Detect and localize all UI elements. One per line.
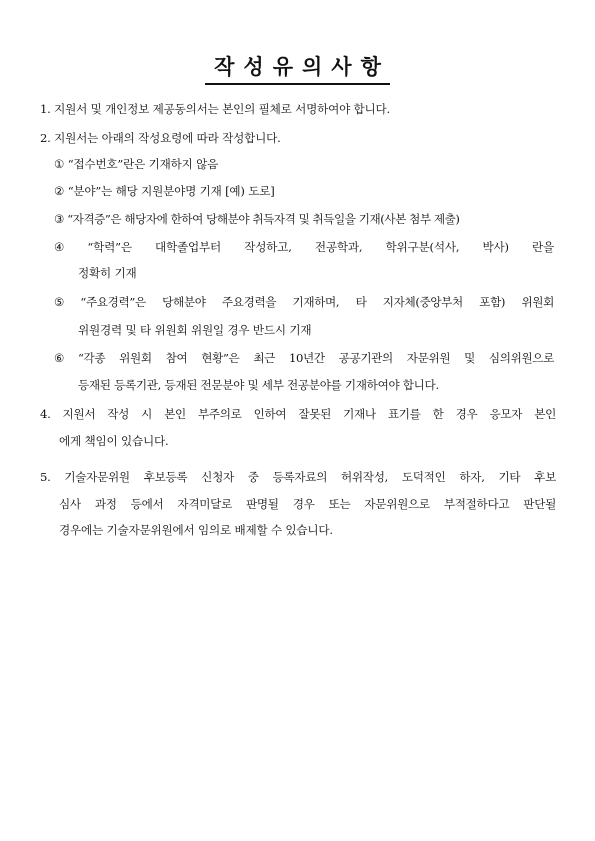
item-text: “접수번호”란은 기재하지 않음 (67, 157, 219, 171)
item-number: 2. (40, 131, 51, 145)
item-number: 1. (40, 102, 51, 116)
document-title: 작성유의사항 (205, 54, 390, 85)
item-number: 4. (40, 407, 51, 421)
sub-item-1 (54, 157, 574, 171)
item-text: 등재된 등록기관, 등재된 전문분야 및 세부 전공분야를 기재하여야 합니다. (78, 378, 439, 392)
item-text: “각종 위원회 참여 현황”은 최근 10년간 공공기관의 자문위원 및 심의위원으로 (77, 351, 554, 365)
list-item-2 (40, 131, 560, 145)
item-number: ① (54, 157, 65, 171)
item-text: 위원경력 및 타 위원회 위원일 경우 반드시 기재 (78, 323, 312, 337)
item-text: 에게 책임이 있습니다. (59, 434, 169, 448)
sub-item-3 (54, 212, 559, 226)
list-item-5-cont-2 (59, 523, 579, 537)
list-item-4-cont (59, 434, 579, 448)
sub-item-2 (54, 184, 574, 198)
sub-item-6 (54, 351, 554, 365)
item-number: ⑥ (54, 351, 65, 365)
document-title-wrap (0, 54, 595, 85)
item-text: “분야”는 해당 지원분야명 기재 [예) 도로] (67, 184, 275, 198)
item-number: ④ (54, 240, 65, 254)
item-text: 심사 과정 등에서 자격미달로 판명될 경우 또는 자문위원으로 부적절하다고 판단될 (59, 497, 556, 511)
item-text: 지원서 및 개인정보 제공동의서는 본인의 필체로 서명하여야 합니다. (54, 102, 391, 116)
item-number: ② (54, 184, 65, 198)
sub-item-5-cont (78, 323, 595, 337)
item-text: “자격증”은 해당자에 한하여 당해분야 취득자격 및 취득일을 기재(사본 첨부 제출) (67, 212, 460, 226)
list-item-5-cont-1 (59, 497, 556, 511)
list-item-5 (40, 470, 556, 484)
item-text: 기술자문위원 후보등록 신청자 중 등록자료의 허위작성, 도덕적인 하자, 기타 후보 (64, 470, 556, 484)
list-item-4 (40, 407, 556, 421)
item-number: ⑤ (54, 295, 65, 309)
item-text: “주요경력”은 당해분야 주요경력을 기재하며, 타 지자체(중앙부처 포함) 위원회 (80, 295, 554, 309)
item-text: 지원서는 아래의 작성요령에 따라 작성합니다. (54, 131, 281, 145)
item-number: 5. (40, 470, 51, 484)
item-text: “학력”은 대학졸업부터 작성하고, 전공학과, 학위구분(석사, 박사) 란을 (87, 240, 554, 254)
sub-item-4-cont (78, 266, 595, 280)
sub-item-4 (54, 240, 554, 254)
item-number: ③ (54, 212, 64, 226)
list-item-1 (40, 102, 560, 116)
item-text: 지원서 작성 시 본인 부주의로 인하여 잘못된 기재나 표기를 한 경우 응모자 본인 (62, 407, 556, 421)
sub-item-6-cont (78, 378, 595, 392)
item-text: 정확히 기재 (78, 266, 137, 280)
sub-item-5 (54, 295, 554, 309)
item-text: 경우에는 기술자문위원에서 임의로 배제할 수 있습니다. (59, 523, 333, 537)
